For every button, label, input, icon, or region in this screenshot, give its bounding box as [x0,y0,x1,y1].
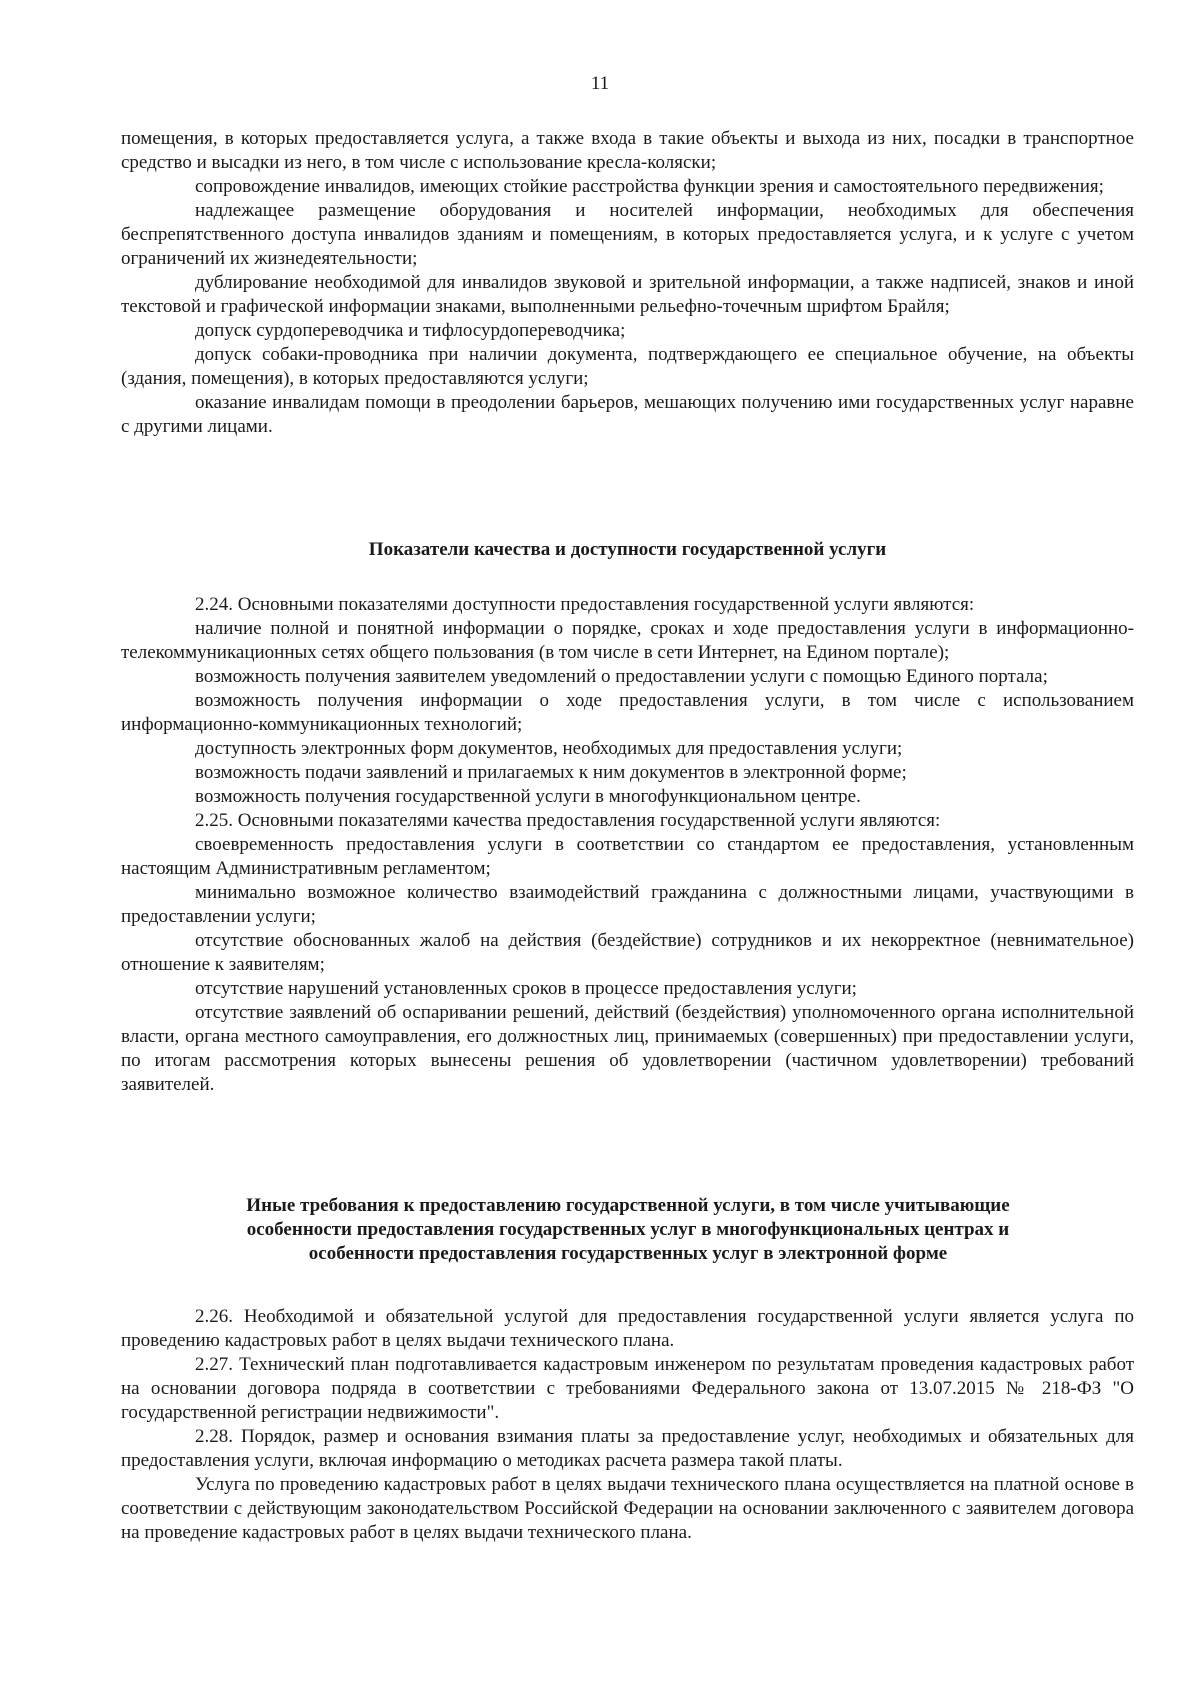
paragraph: допуск сурдопереводчика и тифлосурдопереводчика; [195,320,626,341]
paragraph: 2.25. Основными показателями качества предоставления государственной услуги являются: [195,810,941,831]
accessibility-measures-block [121,127,1134,439]
other-requirements-block [121,1305,1134,1545]
section-heading-quality: Показатели качества и доступности государственной услуги [368,539,887,560]
paragraph: своевременность предоставления услуги в соответствии со стандартом ее предоставления, установленным настоящим Административным регламентом; [121,834,1134,879]
paragraph: надлежащее размещение оборудования и носителей информации, необходимых для обеспечения беспрепятственного доступа инвалидов зданиям и помещениям, в которых предоставляется услуга, и к услуге с учетом ограничений их жизнедеятельности; [121,200,1134,269]
heading-line: особенности предоставления государственных услуг в электронной форме [308,1243,948,1264]
paragraph: наличие полной и понятной информации о порядке, сроках и ходе предоставления услуги в информационно-телекоммуникационных сетях общего пользования (в том числе в сети Интернет, на Едином портале); [121,618,1134,663]
page-number: 11 [590,73,610,94]
paragraph: оказание инвалидам помощи в преодолении барьеров, мешающих получению ими государственных услуг наравне с другими лицами. [121,392,1134,437]
paragraph: доступность электронных форм документов, необходимых для предоставления услуги; [195,738,903,759]
paragraph: отсутствие нарушений установленных сроков в процессе предоставления услуги; [195,978,857,999]
paragraph: отсутствие заявлений об оспаривании решений, действий (бездействия) уполномоченного органа исполнительной власти, органа местного самоуправления, его должностных лиц, принимаемых (совершенных) при предоставлении услуги, по итогам рассмотрения которых вынесены решения об удовлетворении (частичном удовлетворении) требований заявителей. [121,1002,1134,1095]
heading-line: особенности предоставления государственных услуг в многофункциональных центрах и [246,1219,1010,1240]
paragraph: отсутствие обоснованных жалоб на действия (бездействие) сотрудников и их некорректное (невнимательное) отношение к заявителям; [121,930,1134,975]
paragraph: 2.26. Необходимой и обязательной услугой для предоставления государственной услуги является услуга по проведению кадастровых работ в целях выдачи технического плана. [121,1306,1134,1351]
paragraph: Услуга по проведению кадастровых работ в целях выдачи технического плана осуществляется на платной основе в соответствии с действующим законодательством Российской Федерации на основании заключенного с заявителем договора на проведение кадастровых работ в целях выдачи технического плана. [121,1474,1134,1543]
paragraph: допуск собаки-проводника при наличии документа, подтверждающего ее специальное обучение, на объекты (здания, помещения), в которых предоставляются услуги; [121,344,1134,389]
paragraph: сопровождение инвалидов, имеющих стойкие расстройства функции зрения и самостоятельного передвижения; [195,176,1104,197]
paragraph: помещения, в которых предоставляется услуга, а также входа в такие объекты и выхода из них, посадки в транспортное средство и высадки из него, в том числе с использование кресла-коляски; [121,128,1134,173]
paragraph: возможность подачи заявлений и прилагаемых к ним документов в электронной форме; [195,762,907,783]
paragraph: 2.27. Технический план подготавливается кадастровым инженером по результатам проведения кадастровых работ на основании договора подряда в соответствии с требованиями Федерального закона от 13.07.2015 № 218-ФЗ "О государственной регистрации недвижимости". [121,1354,1134,1423]
paragraph: минимально возможное количество взаимодействий гражданина с должностными лицами, участвующими в предоставлении услуги; [121,882,1134,927]
paragraph: возможность получения государственной услуги в многофункциональном центре. [195,786,861,807]
section-heading-other-requirements [128,1194,1128,1266]
quality-indicators-block [121,593,1134,1097]
paragraph: возможность получения информации о ходе предоставления услуги, в том числе с использованием информационно-коммуникационных технологий; [121,690,1134,735]
paragraph: 2.24. Основными показателями доступности предоставления государственной услуги являются: [195,594,975,615]
heading-line: Иные требования к предоставлению государственной услуги, в том числе учитывающие [246,1195,1010,1216]
paragraph: дублирование необходимой для инвалидов звуковой и зрительной информации, а также надписей, знаков и иной текстовой и графической информации знаками, выполненными рельефно-точечным шрифтом Брайля; [121,272,1134,317]
paragraph: 2.28. Порядок, размер и основания взимания платы за предоставление услуг, необходимых и обязательных для предоставления услуги, включая информацию о методиках расчета размера такой платы. [121,1426,1134,1471]
paragraph: возможность получения заявителем уведомлений о предоставлении услуги с помощью Единого портала; [195,666,1048,687]
